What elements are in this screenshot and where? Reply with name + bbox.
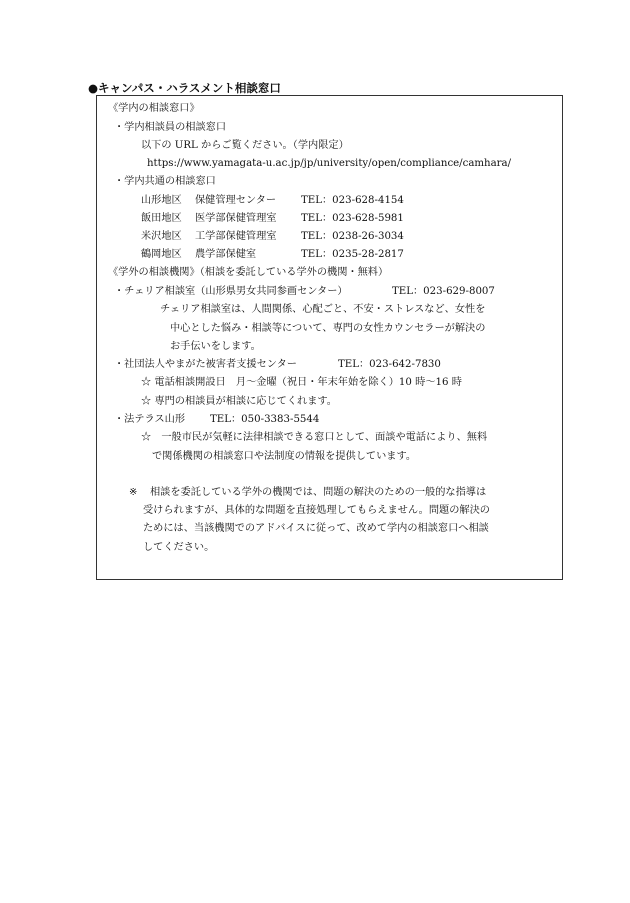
houterasu-desc-line: ☆ 一般市民が気軽に法律相談できる窓口として、面談や電話により、無料 <box>141 432 488 443</box>
office-tel: TEL：023-628-4154 <box>301 195 404 206</box>
cherry-desc-line: 中心とした悩み・相談等について、専門の女性カウンセラーが解決の <box>170 323 486 334</box>
common-title: ・学内共通の相談窓口 <box>114 176 216 187</box>
office-row <box>141 194 404 208</box>
office-name: 医学部保健管理室 <box>195 213 277 224</box>
counselor-title: ・学内相談員の相談窓口 <box>114 122 227 133</box>
office-name: 農学部保健室 <box>195 249 257 260</box>
victim-tel: TEL：023-642-7830 <box>338 359 441 370</box>
houterasu-title-row <box>114 413 319 427</box>
cherry-tel: TEL：023-629-8007 <box>392 286 495 297</box>
counselor-instruction: 以下の URL からご覧ください。（学内限定） <box>141 140 349 151</box>
note-line: 受けられますが、具体的な問題を直接処理してもらえません。問題の解決の <box>143 505 490 516</box>
office-area: 米沢地区 <box>141 231 182 242</box>
office-name: 工学部保健管理室 <box>195 231 277 242</box>
victim-title: ・社団法人やまがた被害者支援センター <box>114 359 297 370</box>
office-row <box>141 230 404 244</box>
office-area: 飯田地区 <box>141 213 182 224</box>
cherry-desc-line: チェリア相談室は、人間関係、心配ごと、不安・ストレスなど、女性を <box>160 304 486 315</box>
counselor-url[interactable]: https://www.yamagata-u.ac.jp/jp/university/open/compliance/camhara/ <box>147 158 512 169</box>
office-tel: TEL：0238-26-3034 <box>301 231 404 242</box>
victim-note: ☆ 電話相談開設日 月～金曜（祝日・年末年始を除く）10 時～16 時 <box>141 377 462 388</box>
victim-title-row <box>114 358 441 372</box>
note-line: ためには、当該機関でのアドバイスに従って、改めて学内の相談窓口へ相談 <box>143 523 489 534</box>
office-name: 保健管理センター <box>195 195 277 206</box>
cherry-title: ・チェリア相談室（山形県男女共同参画センター） <box>114 286 348 297</box>
cherry-title-row <box>114 285 495 299</box>
office-tel: TEL：0235-28-2817 <box>301 249 404 260</box>
office-area: 鶴岡地区 <box>141 249 182 260</box>
external-header: 《学外の相談機関》（相談を委託している学外の機関・無料） <box>108 267 389 278</box>
houterasu-desc-line: で関係機関の相談窓口や法制度の情報を提供しています。 <box>152 451 417 462</box>
cherry-desc-line: お手伝いをします。 <box>170 341 261 352</box>
note-mark: ※ <box>129 487 138 498</box>
office-row <box>141 248 404 262</box>
note-line: してください。 <box>143 542 215 553</box>
internal-header: 《学内の相談窓口》 <box>108 103 200 114</box>
office-tel: TEL：023-628-5981 <box>301 213 404 224</box>
victim-note: ☆ 専門の相談員が相談に応じてくれます。 <box>141 396 337 407</box>
office-row <box>141 212 404 226</box>
note-line: 相談を委託している学外の機関では、問題の解決のための一般的な指導は <box>150 487 487 498</box>
office-area: 山形地区 <box>141 195 182 206</box>
houterasu-title: ・法テラス山形 <box>114 414 186 425</box>
section-title: ●キャンパス・ハラスメント相談窓口 <box>88 81 281 95</box>
houterasu-tel: TEL：050-3383-5544 <box>210 414 320 425</box>
